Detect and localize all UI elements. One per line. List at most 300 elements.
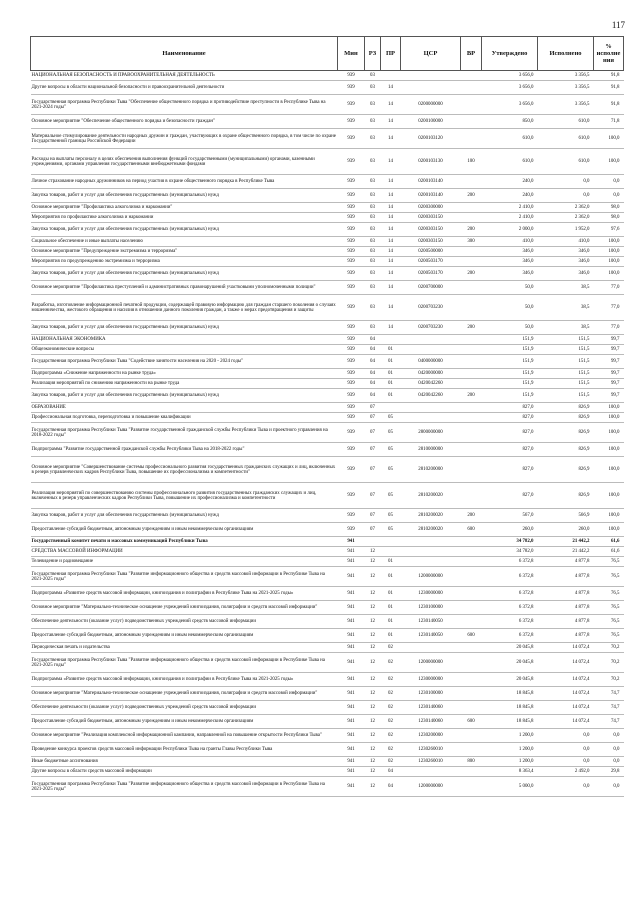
cell-approved: 2 410,0 [482,203,538,213]
cell-percent: 99,7 [594,369,624,379]
cell-vr [461,295,482,321]
table-row [31,643,624,653]
cell-pr: 02 [381,643,401,653]
cell-min: 939 [338,81,365,95]
cell-percent: 77,0 [594,295,624,321]
cell-csr: 0200103140 [401,189,461,203]
cell-approved: 827,0 [482,443,538,457]
cell-name: Социальное обеспечение и иные выплаты населению [31,237,338,247]
cell-pr: 14 [381,213,401,223]
cell-rz: 03 [365,71,381,81]
cell-executed: 826,9 [538,457,594,483]
cell-csr [401,71,461,81]
cell-rz: 12 [365,653,381,673]
cell-percent: 100,0 [594,423,624,443]
cell-pr: 14 [381,295,401,321]
cell-executed: 826,9 [538,423,594,443]
cell-name: Государственная программа Республики Тыва "Содействие занятости населения на 2020 - 2024 годы" [31,355,338,369]
cell-min: 941 [338,643,365,653]
cell-executed: 4 877,8 [538,601,594,615]
cell-approved: 240,0 [482,175,538,189]
cell-percent: 99,7 [594,379,624,389]
cell-min: 941 [338,537,365,547]
cell-executed: 21 442,2 [538,537,594,547]
cell-pr: 01 [381,629,401,643]
cell-min: 939 [338,295,365,321]
cell-rz: 12 [365,777,381,797]
cell-rz: 03 [365,267,381,281]
cell-name: Закупка товаров, работ и услуг для обеспечения государственных (муниципальных) нужд [31,509,338,523]
cell-executed: 0,0 [538,189,594,203]
cell-pr: 04 [381,767,401,777]
table-row [31,237,624,247]
cell-min: 941 [338,673,365,687]
cell-approved: 6 372,8 [482,567,538,587]
table-row [31,203,624,213]
cell-min: 939 [338,237,365,247]
cell-pr: 01 [381,355,401,369]
cell-percent: 99,7 [594,335,624,345]
cell-rz: 03 [365,95,381,115]
cell-pr [381,335,401,345]
cell-rz: 03 [365,189,381,203]
cell-vr [461,257,482,267]
table-row [31,687,624,701]
header-min: Мин [338,37,365,71]
cell-approved: 2 000,0 [482,223,538,237]
cell-csr: 0200503170 [401,267,461,281]
cell-rz: 12 [365,743,381,757]
cell-pr: 02 [381,701,401,715]
cell-min: 941 [338,601,365,615]
cell-approved: 827,0 [482,457,538,483]
cell-name: Подпрограмма «Снижение напряженности на рынке труда» [31,369,338,379]
cell-pr: 14 [381,149,401,175]
cell-name: Подпрограмма «Развитие средств массовой информации, книгоиздания и полиграфии в Республике Тыва на 2021-2025 годы» [31,673,338,687]
cell-pr: 01 [381,601,401,615]
cell-rz: 04 [365,335,381,345]
cell-rz: 12 [365,643,381,653]
cell-pr: 02 [381,729,401,743]
cell-rz: 04 [365,345,381,355]
cell-name: Иные бюджетные ассигнования [31,757,338,767]
cell-pr [381,537,401,547]
cell-percent: 100,0 [594,443,624,457]
cell-min: 939 [338,523,365,537]
cell-vr: 200 [461,223,482,237]
cell-csr: 0200503170 [401,257,461,267]
cell-rz: 12 [365,547,381,557]
cell-approved: 346,0 [482,267,538,281]
cell-vr: 600 [461,523,482,537]
cell-percent: 76,5 [594,557,624,567]
cell-rz: 04 [365,369,381,379]
table-row [31,743,624,757]
cell-vr [461,369,482,379]
cell-csr: 0200103120 [401,129,461,149]
cell-vr [461,71,482,81]
cell-csr: 0200500000 [401,247,461,257]
cell-name: Основное мероприятие "Совершенствование системы профессионального развития государственных гражданских служащих и лиц, включенных в резерв управленческих кадров Республики Тыва, повышение их профессионализма и компетентности" [31,457,338,483]
cell-approved: 3 656,0 [482,95,538,115]
cell-pr: 14 [381,203,401,213]
cell-min: 939 [338,403,365,413]
cell-vr [461,129,482,149]
cell-name: Реализация мероприятий по совершенствованию системы профессионального развития государственных гражданских служащих и лиц, включенных в резерв управленческих кадров Республики Тыва, повышение их профессионализма и компетентности [31,483,338,509]
cell-min: 939 [338,379,365,389]
cell-executed: 410,0 [538,237,594,247]
cell-vr [461,601,482,615]
table-row [31,757,624,767]
cell-vr [461,81,482,95]
cell-executed: 1 952,0 [538,223,594,237]
cell-executed: 14 072,4 [538,643,594,653]
cell-rz: 07 [365,483,381,509]
cell-pr: 14 [381,267,401,281]
cell-executed: 610,0 [538,115,594,129]
cell-pr: 05 [381,509,401,523]
cell-percent: 77,0 [594,281,624,295]
cell-min: 941 [338,777,365,797]
table-row [31,389,624,403]
cell-csr: 1230100000 [401,687,461,701]
cell-csr: 0200103130 [401,149,461,175]
cell-executed: 14 072,4 [538,715,594,729]
cell-approved: 20 045,8 [482,673,538,687]
cell-pr [381,71,401,81]
table-row [31,369,624,379]
cell-name: Государственная программа Республики Тыва "Развитие государственной гражданской службы Республики Тыва и проектного управления на 2018-2022 годы" [31,423,338,443]
cell-csr [401,557,461,567]
cell-rz: 12 [365,729,381,743]
cell-executed: 14 072,4 [538,701,594,715]
cell-csr: 1230260010 [401,757,461,767]
cell-rz: 03 [365,321,381,335]
cell-min: 939 [338,483,365,509]
table-body [31,71,624,797]
cell-approved: 827,0 [482,483,538,509]
cell-percent: 100,0 [594,257,624,267]
cell-csr: 1230140060 [401,701,461,715]
cell-name: Закупка товаров, работ и услуг для обеспечения государственных (муниципальных) нужд [31,189,338,203]
cell-min: 939 [338,423,365,443]
cell-executed: 4 877,8 [538,567,594,587]
cell-percent: 70,2 [594,653,624,673]
cell-pr: 14 [381,175,401,189]
cell-approved: 18 845,8 [482,701,538,715]
table-row [31,537,624,547]
cell-rz: 04 [365,379,381,389]
cell-name: Общеэкономические вопросы [31,345,338,355]
table-row [31,673,624,687]
cell-pr: 14 [381,81,401,95]
cell-min: 939 [338,369,365,379]
table-row [31,71,624,81]
cell-name: Государственная программа Республики Тыва "Развитие информационного общества и средств массовой информации в Республике Тыва на 2021-2025 годы" [31,777,338,797]
cell-percent: 100,0 [594,509,624,523]
cell-vr [461,743,482,757]
cell-percent: 71,8 [594,115,624,129]
cell-executed: 0,0 [538,743,594,757]
cell-pr: 02 [381,687,401,701]
cell-pr: 14 [381,223,401,237]
table-row [31,413,624,423]
cell-executed: 38,5 [538,321,594,335]
cell-min: 939 [338,457,365,483]
cell-rz: 03 [365,81,381,95]
cell-name: Закупка товаров, работ и услуг для обеспечения государственных (муниципальных) нужд [31,389,338,403]
cell-rz: 12 [365,715,381,729]
cell-min: 939 [338,335,365,345]
cell-pr: 01 [381,379,401,389]
cell-vr [461,335,482,345]
cell-vr [461,281,482,295]
cell-name: Реализация мероприятий по снижению напряженности на рынке труда [31,379,338,389]
cell-min: 939 [338,413,365,423]
cell-min: 939 [338,321,365,335]
table-row [31,715,624,729]
cell-rz: 12 [365,615,381,629]
cell-approved: 1 200,0 [482,729,538,743]
table-row [31,129,624,149]
cell-vr [461,115,482,129]
cell-approved: 827,0 [482,423,538,443]
cell-csr: 0420000000 [401,369,461,379]
cell-percent: 0,0 [594,729,624,743]
cell-name: Предоставление субсидий бюджетным, автономным учреждениям и иным некоммерческим организациям [31,715,338,729]
cell-percent: 100,0 [594,523,624,537]
cell-percent: 61,6 [594,547,624,557]
cell-approved: 240,0 [482,189,538,203]
cell-executed: 0,0 [538,729,594,743]
cell-vr [461,483,482,509]
cell-approved: 6 372,8 [482,629,538,643]
cell-name: Государственный комитет печати и массовых коммуникаций Республики Тыва [31,537,338,547]
cell-rz: 04 [365,389,381,403]
cell-csr [401,81,461,95]
cell-min: 939 [338,95,365,115]
cell-vr [461,687,482,701]
cell-approved: 827,0 [482,403,538,413]
cell-percent: 74,7 [594,715,624,729]
cell-name: Подпрограмма «Развитие средств массовой информации, книгоиздания и полиграфии в Республике Тыва на 2021-2025 годы» [31,587,338,601]
cell-approved: 151,9 [482,389,538,403]
cell-rz: 12 [365,687,381,701]
table-row [31,615,624,629]
cell-vr [461,355,482,369]
cell-rz: 03 [365,175,381,189]
cell-approved: 610,0 [482,129,538,149]
cell-executed: 826,9 [538,443,594,457]
cell-executed: 826,9 [538,483,594,509]
cell-pr [381,403,401,413]
cell-percent: 70,2 [594,673,624,687]
cell-rz: 12 [365,567,381,587]
cell-name: Основное мероприятие "Предупреждение экстремизма и терроризма" [31,247,338,257]
cell-name: Телевидение и радиовещание [31,557,338,567]
cell-pr: 01 [381,369,401,379]
cell-pr: 05 [381,443,401,457]
cell-pr: 14 [381,115,401,129]
table-row [31,95,624,115]
cell-csr: 0200700000 [401,281,461,295]
cell-percent: 99,7 [594,355,624,369]
cell-rz: 12 [365,767,381,777]
cell-approved: 3 656,0 [482,71,538,81]
page-number: 117 [611,20,625,30]
table-row [31,483,624,509]
cell-csr: 1230140060 [401,715,461,729]
cell-name: Государственная программа Республики Тыва "Обеспечение общественного порядка и противодействие преступности в Республике Тыва на 2021-2024 годы" [31,95,338,115]
cell-approved: 151,9 [482,345,538,355]
cell-vr [461,767,482,777]
cell-approved: 6 372,8 [482,615,538,629]
cell-percent: 100,0 [594,129,624,149]
cell-csr: 0200103140 [401,175,461,189]
cell-csr: 0420042260 [401,379,461,389]
cell-approved: 151,9 [482,369,538,379]
table-row [31,379,624,389]
cell-rz: 03 [365,203,381,213]
cell-executed: 2 492,0 [538,767,594,777]
cell-min: 939 [338,267,365,281]
cell-pr: 14 [381,321,401,335]
cell-pr: 14 [381,257,401,267]
cell-rz: 12 [365,673,381,687]
cell-percent: 100,0 [594,267,624,281]
header-rz: РЗ [365,37,381,71]
cell-pr: 05 [381,423,401,443]
header-csr: ЦСР [401,37,461,71]
table-row [31,423,624,443]
table-row [31,587,624,601]
cell-executed: 566,9 [538,509,594,523]
cell-min: 939 [338,509,365,523]
table-row [31,213,624,223]
cell-percent: 76,5 [594,567,624,587]
cell-vr [461,345,482,355]
cell-percent: 100,0 [594,149,624,175]
cell-name: Другие вопросы в области средств массовой информации [31,767,338,777]
cell-vr [461,701,482,715]
cell-pr: 14 [381,95,401,115]
cell-executed: 2 362,0 [538,213,594,223]
cell-vr: 300 [461,237,482,247]
cell-rz [365,537,381,547]
cell-vr: 200 [461,189,482,203]
cell-name: Закупка товаров, работ и услуг для обеспечения государственных (муниципальных) нужд [31,267,338,281]
cell-min: 941 [338,615,365,629]
cell-percent: 0,0 [594,743,624,757]
cell-rz: 07 [365,523,381,537]
cell-name: Расходы на выплаты персоналу в целях обеспечения выполнения функций государственными (муниципальными) органами, казенными учреждениями, органами управления государственными внебюджетными фондами [31,149,338,175]
cell-name: Обеспечение деятельности (оказание услуг) подведомственных учреждений средств массовой информации [31,701,338,715]
cell-executed: 4 877,8 [538,615,594,629]
cell-executed: 4 877,8 [538,557,594,567]
cell-approved: 6 372,8 [482,601,538,615]
cell-min: 941 [338,757,365,767]
cell-rz: 03 [365,213,381,223]
cell-name: Государственная программа Республики Тыва "Развитие информационного общества и средств массовой информации в Республике Тыва на 2021-2025 годы" [31,653,338,673]
table-row [31,457,624,483]
cell-executed: 610,0 [538,149,594,175]
cell-name: НАЦИОНАЛЬНАЯ ЭКОНОМИКА [31,335,338,345]
cell-rz: 07 [365,443,381,457]
cell-name: Другие вопросы в области национальной безопасности и правоохранительной деятельности [31,81,338,95]
cell-rz: 07 [365,509,381,523]
header-approved: Утверждено [482,37,538,71]
cell-percent: 29,8 [594,767,624,777]
table-row [31,509,624,523]
cell-csr: 0200300000 [401,203,461,213]
cell-min: 941 [338,767,365,777]
cell-percent: 74,7 [594,687,624,701]
cell-min: 939 [338,345,365,355]
cell-min: 941 [338,653,365,673]
cell-csr: 2810200020 [401,523,461,537]
cell-rz: 03 [365,281,381,295]
cell-csr: 2810200020 [401,509,461,523]
cell-pr: 05 [381,483,401,509]
cell-min: 939 [338,389,365,403]
cell-vr [461,247,482,257]
cell-pr: 05 [381,523,401,537]
cell-pr: 02 [381,673,401,687]
cell-name: Основное мероприятие "Профилактика преступлений и административных правонарушений участковыми уполномоченными полиции" [31,281,338,295]
cell-csr: 0200000000 [401,95,461,115]
cell-vr: 100 [461,149,482,175]
cell-min: 939 [338,213,365,223]
table-row [31,189,624,203]
cell-pr: 14 [381,129,401,149]
cell-vr [461,537,482,547]
cell-min: 941 [338,715,365,729]
cell-executed: 3 356,5 [538,71,594,81]
cell-pr: 01 [381,557,401,567]
cell-executed: 0,0 [538,175,594,189]
header-vr: ВР [461,37,482,71]
cell-csr: 0200703230 [401,295,461,321]
cell-executed: 151,5 [538,369,594,379]
cell-percent: 100,0 [594,483,624,509]
table-row [31,175,624,189]
cell-vr [461,643,482,653]
cell-executed: 4 877,8 [538,629,594,643]
cell-csr: 0200303150 [401,223,461,237]
cell-vr [461,615,482,629]
cell-name: Основное мероприятие "Материально-техническое оснащение учреждений книгоиздания, полиграфии и средств массовой информации" [31,601,338,615]
cell-percent: 76,5 [594,601,624,615]
cell-executed: 346,0 [538,247,594,257]
cell-csr: 1230260010 [401,743,461,757]
cell-approved: 1 200,0 [482,757,538,767]
cell-min: 939 [338,115,365,129]
cell-csr [401,547,461,557]
cell-name: НАЦИОНАЛЬНАЯ БЕЗОПАСНОСТЬ И ПРАВООХРАНИТЕЛЬНАЯ ДЕЯТЕЛЬНОСТЬ [31,71,338,81]
cell-rz: 12 [365,587,381,601]
cell-executed: 4 877,8 [538,587,594,601]
cell-vr [461,673,482,687]
cell-percent: 99,7 [594,345,624,355]
cell-percent: 100,0 [594,403,624,413]
cell-executed: 260,0 [538,523,594,537]
cell-rz: 04 [365,355,381,369]
table-row [31,601,624,615]
cell-csr: 2810200000 [401,457,461,483]
cell-approved: 610,0 [482,149,538,175]
cell-name: Проведение конкурса проектов средств массовой информации Республики Тыва на гранты Главы Республики Тыва [31,743,338,757]
cell-min: 941 [338,629,365,643]
